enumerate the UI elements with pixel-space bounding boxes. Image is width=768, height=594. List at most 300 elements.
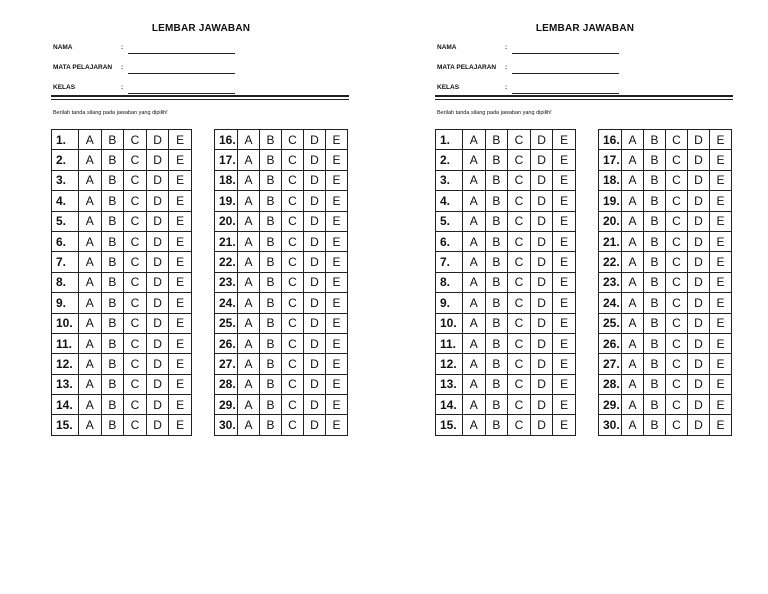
field-input-line[interactable] (512, 53, 619, 54)
option-cell-c[interactable]: C (282, 313, 304, 333)
option-cell-d[interactable]: D (530, 231, 553, 251)
option-cell-d[interactable]: D (304, 333, 326, 353)
option-cell-b[interactable]: B (485, 252, 508, 272)
option-cell-d[interactable]: D (530, 374, 553, 394)
option-cell-c[interactable]: C (124, 272, 147, 292)
option-cell-d[interactable]: D (530, 170, 553, 190)
option-cell-a[interactable]: A (79, 252, 102, 272)
option-cell-b[interactable]: B (260, 130, 282, 150)
option-cell-a[interactable]: A (463, 293, 486, 313)
option-cell-c[interactable]: C (282, 415, 304, 435)
option-cell-c[interactable]: C (282, 130, 304, 150)
option-cell-c[interactable]: C (508, 293, 531, 313)
option-cell-a[interactable]: A (79, 191, 102, 211)
option-cell-b[interactable]: B (260, 191, 282, 211)
option-cell-e[interactable]: E (553, 395, 576, 415)
option-cell-a[interactable]: A (622, 252, 644, 272)
option-cell-a[interactable]: A (463, 130, 486, 150)
option-cell-b[interactable]: B (101, 191, 124, 211)
option-cell-b[interactable]: B (485, 395, 508, 415)
option-cell-d[interactable]: D (304, 415, 326, 435)
option-cell-d[interactable]: D (688, 231, 710, 251)
option-cell-e[interactable]: E (710, 130, 732, 150)
option-cell-a[interactable]: A (79, 272, 102, 292)
option-cell-b[interactable]: B (644, 354, 666, 374)
option-cell-e[interactable]: E (553, 170, 576, 190)
option-cell-c[interactable]: C (666, 374, 688, 394)
option-cell-b[interactable]: B (644, 313, 666, 333)
option-cell-c[interactable]: C (282, 150, 304, 170)
option-cell-d[interactable]: D (530, 415, 553, 435)
option-cell-b[interactable]: B (485, 211, 508, 231)
option-cell-b[interactable]: B (485, 354, 508, 374)
option-cell-a[interactable]: A (463, 395, 486, 415)
option-cell-b[interactable]: B (485, 313, 508, 333)
option-cell-d[interactable]: D (304, 150, 326, 170)
option-cell-d[interactable]: D (530, 130, 553, 150)
option-cell-e[interactable]: E (710, 191, 732, 211)
option-cell-e[interactable]: E (326, 191, 348, 211)
option-cell-b[interactable]: B (260, 374, 282, 394)
option-cell-b[interactable]: B (485, 272, 508, 292)
option-cell-e[interactable]: E (710, 293, 732, 313)
option-cell-e[interactable]: E (326, 170, 348, 190)
option-cell-b[interactable]: B (101, 252, 124, 272)
option-cell-d[interactable]: D (530, 395, 553, 415)
option-cell-e[interactable]: E (326, 415, 348, 435)
option-cell-d[interactable]: D (146, 333, 169, 353)
option-cell-a[interactable]: A (622, 130, 644, 150)
option-cell-b[interactable]: B (101, 170, 124, 190)
option-cell-b[interactable]: B (260, 150, 282, 170)
option-cell-b[interactable]: B (485, 231, 508, 251)
option-cell-c[interactable]: C (666, 313, 688, 333)
option-cell-e[interactable]: E (553, 313, 576, 333)
option-cell-e[interactable]: E (169, 415, 192, 435)
option-cell-b[interactable]: B (260, 272, 282, 292)
option-cell-e[interactable]: E (710, 333, 732, 353)
option-cell-a[interactable]: A (622, 272, 644, 292)
option-cell-d[interactable]: D (688, 170, 710, 190)
option-cell-b[interactable]: B (644, 395, 666, 415)
option-cell-e[interactable]: E (326, 354, 348, 374)
option-cell-e[interactable]: E (169, 354, 192, 374)
option-cell-b[interactable]: B (101, 313, 124, 333)
option-cell-d[interactable]: D (688, 211, 710, 231)
option-cell-e[interactable]: E (553, 415, 576, 435)
option-cell-b[interactable]: B (260, 231, 282, 251)
option-cell-d[interactable]: D (688, 130, 710, 150)
option-cell-a[interactable]: A (622, 333, 644, 353)
option-cell-c[interactable]: C (666, 150, 688, 170)
option-cell-a[interactable]: A (463, 272, 486, 292)
option-cell-d[interactable]: D (146, 191, 169, 211)
option-cell-b[interactable]: B (644, 293, 666, 313)
field-input-line[interactable] (128, 93, 235, 94)
option-cell-e[interactable]: E (326, 252, 348, 272)
option-cell-a[interactable]: A (238, 333, 260, 353)
option-cell-a[interactable]: A (79, 333, 102, 353)
option-cell-a[interactable]: A (79, 354, 102, 374)
option-cell-a[interactable]: A (622, 211, 644, 231)
option-cell-d[interactable]: D (146, 211, 169, 231)
option-cell-c[interactable]: C (508, 272, 531, 292)
option-cell-d[interactable]: D (530, 272, 553, 292)
option-cell-a[interactable]: A (238, 130, 260, 150)
option-cell-e[interactable]: E (710, 252, 732, 272)
option-cell-e[interactable]: E (710, 211, 732, 231)
option-cell-a[interactable]: A (238, 150, 260, 170)
option-cell-a[interactable]: A (463, 313, 486, 333)
option-cell-d[interactable]: D (146, 252, 169, 272)
option-cell-d[interactable]: D (304, 354, 326, 374)
option-cell-d[interactable]: D (304, 231, 326, 251)
option-cell-c[interactable]: C (508, 170, 531, 190)
option-cell-c[interactable]: C (124, 191, 147, 211)
option-cell-e[interactable]: E (553, 293, 576, 313)
option-cell-c[interactable]: C (282, 252, 304, 272)
option-cell-a[interactable]: A (79, 374, 102, 394)
option-cell-e[interactable]: E (710, 415, 732, 435)
option-cell-e[interactable]: E (553, 252, 576, 272)
option-cell-e[interactable]: E (169, 150, 192, 170)
option-cell-e[interactable]: E (326, 395, 348, 415)
option-cell-c[interactable]: C (282, 374, 304, 394)
option-cell-e[interactable]: E (710, 313, 732, 333)
option-cell-d[interactable]: D (146, 313, 169, 333)
option-cell-e[interactable]: E (710, 170, 732, 190)
option-cell-c[interactable]: C (282, 191, 304, 211)
option-cell-c[interactable]: C (124, 333, 147, 353)
option-cell-c[interactable]: C (508, 231, 531, 251)
option-cell-c[interactable]: C (124, 211, 147, 231)
option-cell-b[interactable]: B (644, 333, 666, 353)
option-cell-b[interactable]: B (644, 170, 666, 190)
option-cell-c[interactable]: C (124, 354, 147, 374)
option-cell-a[interactable]: A (463, 333, 486, 353)
option-cell-b[interactable]: B (644, 374, 666, 394)
option-cell-d[interactable]: D (530, 333, 553, 353)
option-cell-b[interactable]: B (260, 354, 282, 374)
option-cell-c[interactable]: C (666, 130, 688, 150)
option-cell-e[interactable]: E (169, 231, 192, 251)
option-cell-e[interactable]: E (169, 191, 192, 211)
option-cell-e[interactable]: E (326, 293, 348, 313)
option-cell-a[interactable]: A (238, 170, 260, 190)
option-cell-a[interactable]: A (79, 415, 102, 435)
option-cell-e[interactable]: E (710, 150, 732, 170)
option-cell-c[interactable]: C (508, 333, 531, 353)
option-cell-e[interactable]: E (169, 333, 192, 353)
option-cell-c[interactable]: C (282, 170, 304, 190)
option-cell-a[interactable]: A (622, 354, 644, 374)
option-cell-c[interactable]: C (282, 272, 304, 292)
option-cell-a[interactable]: A (463, 374, 486, 394)
option-cell-b[interactable]: B (644, 231, 666, 251)
option-cell-c[interactable]: C (124, 293, 147, 313)
option-cell-a[interactable]: A (463, 415, 486, 435)
option-cell-d[interactable]: D (530, 252, 553, 272)
option-cell-b[interactable]: B (644, 415, 666, 435)
option-cell-e[interactable]: E (710, 231, 732, 251)
option-cell-e[interactable]: E (710, 354, 732, 374)
option-cell-b[interactable]: B (260, 211, 282, 231)
option-cell-b[interactable]: B (260, 313, 282, 333)
option-cell-c[interactable]: C (508, 252, 531, 272)
option-cell-d[interactable]: D (146, 293, 169, 313)
option-cell-a[interactable]: A (79, 293, 102, 313)
option-cell-d[interactable]: D (146, 150, 169, 170)
option-cell-a[interactable]: A (79, 211, 102, 231)
option-cell-e[interactable]: E (553, 272, 576, 292)
option-cell-d[interactable]: D (688, 313, 710, 333)
option-cell-a[interactable]: A (463, 354, 486, 374)
option-cell-d[interactable]: D (304, 211, 326, 231)
option-cell-b[interactable]: B (101, 272, 124, 292)
option-cell-b[interactable]: B (101, 333, 124, 353)
option-cell-b[interactable]: B (260, 170, 282, 190)
option-cell-d[interactable]: D (146, 415, 169, 435)
option-cell-d[interactable]: D (304, 130, 326, 150)
option-cell-b[interactable]: B (644, 252, 666, 272)
option-cell-b[interactable]: B (101, 374, 124, 394)
option-cell-b[interactable]: B (485, 191, 508, 211)
option-cell-c[interactable]: C (508, 354, 531, 374)
option-cell-a[interactable]: A (622, 191, 644, 211)
option-cell-a[interactable]: A (79, 395, 102, 415)
option-cell-d[interactable]: D (530, 354, 553, 374)
option-cell-e[interactable]: E (326, 130, 348, 150)
option-cell-b[interactable]: B (644, 130, 666, 150)
option-cell-b[interactable]: B (260, 333, 282, 353)
option-cell-d[interactable]: D (146, 272, 169, 292)
option-cell-a[interactable]: A (463, 170, 486, 190)
option-cell-a[interactable]: A (238, 211, 260, 231)
option-cell-b[interactable]: B (260, 252, 282, 272)
option-cell-c[interactable]: C (124, 130, 147, 150)
option-cell-b[interactable]: B (101, 395, 124, 415)
option-cell-d[interactable]: D (304, 170, 326, 190)
option-cell-b[interactable]: B (644, 211, 666, 231)
option-cell-d[interactable]: D (688, 354, 710, 374)
option-cell-d[interactable]: D (304, 313, 326, 333)
option-cell-a[interactable]: A (79, 150, 102, 170)
option-cell-d[interactable]: D (688, 374, 710, 394)
option-cell-c[interactable]: C (124, 313, 147, 333)
option-cell-d[interactable]: D (530, 150, 553, 170)
option-cell-c[interactable]: C (124, 150, 147, 170)
option-cell-e[interactable]: E (169, 252, 192, 272)
option-cell-a[interactable]: A (463, 231, 486, 251)
option-cell-e[interactable]: E (553, 150, 576, 170)
option-cell-b[interactable]: B (485, 415, 508, 435)
option-cell-e[interactable]: E (326, 150, 348, 170)
option-cell-e[interactable]: E (553, 354, 576, 374)
option-cell-a[interactable]: A (463, 211, 486, 231)
option-cell-a[interactable]: A (238, 415, 260, 435)
option-cell-c[interactable]: C (508, 395, 531, 415)
option-cell-c[interactable]: C (508, 191, 531, 211)
option-cell-a[interactable]: A (79, 231, 102, 251)
option-cell-d[interactable]: D (146, 231, 169, 251)
option-cell-c[interactable]: C (508, 313, 531, 333)
option-cell-c[interactable]: C (282, 293, 304, 313)
option-cell-c[interactable]: C (282, 211, 304, 231)
option-cell-b[interactable]: B (260, 395, 282, 415)
option-cell-d[interactable]: D (304, 374, 326, 394)
option-cell-c[interactable]: C (282, 333, 304, 353)
option-cell-c[interactable]: C (282, 395, 304, 415)
option-cell-a[interactable]: A (622, 395, 644, 415)
option-cell-e[interactable]: E (169, 170, 192, 190)
option-cell-e[interactable]: E (710, 395, 732, 415)
option-cell-c[interactable]: C (124, 170, 147, 190)
option-cell-d[interactable]: D (688, 293, 710, 313)
option-cell-a[interactable]: A (463, 252, 486, 272)
option-cell-d[interactable]: D (146, 395, 169, 415)
option-cell-e[interactable]: E (326, 231, 348, 251)
option-cell-c[interactable]: C (508, 415, 531, 435)
option-cell-b[interactable]: B (260, 293, 282, 313)
option-cell-b[interactable]: B (485, 150, 508, 170)
option-cell-e[interactable]: E (169, 395, 192, 415)
option-cell-c[interactable]: C (282, 354, 304, 374)
option-cell-d[interactable]: D (304, 252, 326, 272)
option-cell-b[interactable]: B (101, 211, 124, 231)
option-cell-c[interactable]: C (666, 231, 688, 251)
option-cell-d[interactable]: D (146, 354, 169, 374)
option-cell-e[interactable]: E (326, 211, 348, 231)
option-cell-d[interactable]: D (530, 191, 553, 211)
option-cell-d[interactable]: D (146, 374, 169, 394)
option-cell-d[interactable]: D (688, 333, 710, 353)
option-cell-a[interactable]: A (622, 170, 644, 190)
option-cell-a[interactable]: A (238, 293, 260, 313)
option-cell-b[interactable]: B (101, 231, 124, 251)
option-cell-b[interactable]: B (101, 130, 124, 150)
option-cell-a[interactable]: A (622, 415, 644, 435)
option-cell-c[interactable]: C (666, 293, 688, 313)
option-cell-a[interactable]: A (79, 313, 102, 333)
option-cell-a[interactable]: A (238, 374, 260, 394)
option-cell-a[interactable]: A (622, 293, 644, 313)
option-cell-c[interactable]: C (508, 150, 531, 170)
option-cell-c[interactable]: C (666, 354, 688, 374)
option-cell-a[interactable]: A (463, 150, 486, 170)
option-cell-d[interactable]: D (688, 191, 710, 211)
option-cell-d[interactable]: D (688, 395, 710, 415)
option-cell-c[interactable]: C (666, 170, 688, 190)
option-cell-b[interactable]: B (485, 374, 508, 394)
option-cell-b[interactable]: B (644, 272, 666, 292)
option-cell-a[interactable]: A (238, 231, 260, 251)
option-cell-d[interactable]: D (688, 272, 710, 292)
option-cell-e[interactable]: E (710, 272, 732, 292)
option-cell-c[interactable]: C (124, 395, 147, 415)
option-cell-e[interactable]: E (326, 374, 348, 394)
option-cell-a[interactable]: A (238, 395, 260, 415)
option-cell-d[interactable]: D (530, 211, 553, 231)
option-cell-b[interactable]: B (485, 333, 508, 353)
option-cell-e[interactable]: E (326, 272, 348, 292)
option-cell-a[interactable]: A (622, 231, 644, 251)
option-cell-c[interactable]: C (666, 191, 688, 211)
option-cell-b[interactable]: B (260, 415, 282, 435)
option-cell-b[interactable]: B (101, 293, 124, 313)
option-cell-e[interactable]: E (553, 211, 576, 231)
option-cell-e[interactable]: E (169, 130, 192, 150)
option-cell-d[interactable]: D (304, 293, 326, 313)
option-cell-e[interactable]: E (553, 231, 576, 251)
option-cell-c[interactable]: C (508, 211, 531, 231)
option-cell-e[interactable]: E (169, 313, 192, 333)
option-cell-c[interactable]: C (282, 231, 304, 251)
option-cell-b[interactable]: B (485, 130, 508, 150)
option-cell-a[interactable]: A (238, 354, 260, 374)
option-cell-d[interactable]: D (530, 313, 553, 333)
option-cell-d[interactable]: D (146, 130, 169, 150)
option-cell-e[interactable]: E (169, 374, 192, 394)
option-cell-c[interactable]: C (666, 211, 688, 231)
option-cell-b[interactable]: B (101, 354, 124, 374)
option-cell-b[interactable]: B (485, 293, 508, 313)
option-cell-a[interactable]: A (622, 374, 644, 394)
option-cell-a[interactable]: A (463, 191, 486, 211)
option-cell-c[interactable]: C (666, 333, 688, 353)
option-cell-e[interactable]: E (553, 333, 576, 353)
option-cell-d[interactable]: D (304, 395, 326, 415)
option-cell-b[interactable]: B (101, 150, 124, 170)
option-cell-c[interactable]: C (666, 272, 688, 292)
field-input-line[interactable] (128, 73, 235, 74)
option-cell-e[interactable]: E (326, 333, 348, 353)
field-input-line[interactable] (512, 93, 619, 94)
option-cell-e[interactable]: E (553, 191, 576, 211)
option-cell-c[interactable]: C (666, 415, 688, 435)
option-cell-e[interactable]: E (169, 272, 192, 292)
option-cell-c[interactable]: C (666, 252, 688, 272)
option-cell-a[interactable]: A (622, 313, 644, 333)
option-cell-e[interactable]: E (169, 293, 192, 313)
option-cell-a[interactable]: A (238, 272, 260, 292)
option-cell-c[interactable]: C (508, 374, 531, 394)
option-cell-a[interactable]: A (238, 252, 260, 272)
option-cell-a[interactable]: A (238, 313, 260, 333)
option-cell-a[interactable]: A (79, 170, 102, 190)
option-cell-d[interactable]: D (688, 150, 710, 170)
option-cell-a[interactable]: A (622, 150, 644, 170)
option-cell-d[interactable]: D (688, 252, 710, 272)
option-cell-c[interactable]: C (124, 415, 147, 435)
option-cell-b[interactable]: B (485, 170, 508, 190)
option-cell-a[interactable]: A (79, 130, 102, 150)
option-cell-e[interactable]: E (326, 313, 348, 333)
option-cell-d[interactable]: D (304, 191, 326, 211)
option-cell-e[interactable]: E (710, 374, 732, 394)
option-cell-c[interactable]: C (124, 252, 147, 272)
option-cell-c[interactable]: C (666, 395, 688, 415)
option-cell-c[interactable]: C (124, 374, 147, 394)
field-input-line[interactable] (512, 73, 619, 74)
option-cell-b[interactable]: B (644, 150, 666, 170)
option-cell-c[interactable]: C (124, 231, 147, 251)
option-cell-d[interactable]: D (146, 170, 169, 190)
option-cell-b[interactable]: B (644, 191, 666, 211)
field-input-line[interactable] (128, 53, 235, 54)
option-cell-e[interactable]: E (169, 211, 192, 231)
option-cell-e[interactable]: E (553, 374, 576, 394)
option-cell-e[interactable]: E (553, 130, 576, 150)
